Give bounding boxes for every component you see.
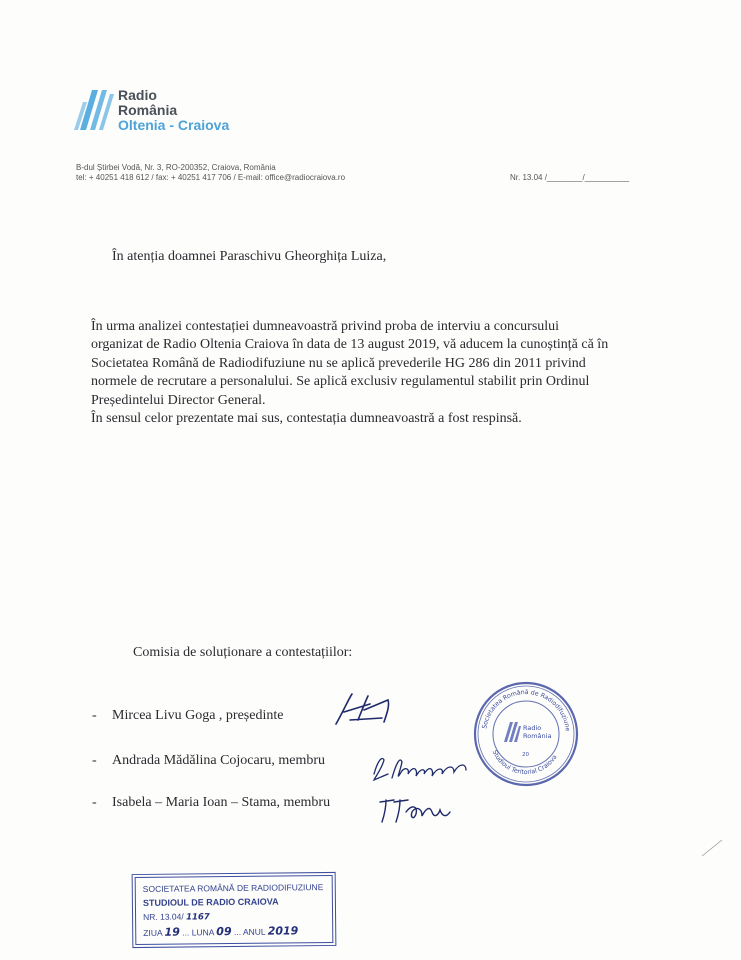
body-line: În urma analizei contestației dumneavoastră privind proba de interviu a concursului bbox=[91, 319, 560, 334]
pencil-mark-icon bbox=[700, 838, 724, 858]
radio-romania-logo bbox=[74, 86, 254, 138]
official-round-seal bbox=[472, 680, 580, 788]
seal-logo-line2: România bbox=[523, 732, 552, 740]
stamp-line1: SOCIETATEA ROMÂNĂ DE RADIODIFUZIUNE bbox=[142, 882, 324, 894]
stamp-nr-value: 1167 bbox=[186, 912, 210, 923]
seal-bottom-text: Studioul Teritorial Craiova bbox=[490, 749, 559, 777]
member-name: Mircea Livu Goga , președinte bbox=[112, 708, 284, 723]
stamp-luna-value: 09 bbox=[216, 925, 232, 939]
salutation: În atenția doamnei Paraschivu Gheorghița Luiza, bbox=[112, 249, 387, 264]
body-line: Președintelui Director General. bbox=[91, 392, 266, 408]
letter-body bbox=[91, 318, 631, 428]
logo-text-line2: România bbox=[118, 102, 178, 118]
member-item bbox=[92, 753, 325, 769]
registration-stamp bbox=[135, 875, 334, 945]
address-line: B-dul Știrbei Vodă, Nr. 3, RO-200352, Craiova, România bbox=[76, 163, 276, 172]
stamp-anul-value: 2019 bbox=[267, 924, 299, 938]
reference-number: Nr. 13.04 /________/__________ bbox=[510, 173, 630, 182]
seal-number: 20 bbox=[522, 752, 529, 758]
stamp-luna-label: LUNA bbox=[191, 927, 214, 938]
stamp-number-row bbox=[143, 911, 210, 923]
logo-text-line1: Radio bbox=[118, 87, 157, 103]
stamp-ziua-label: ZIUA bbox=[143, 927, 163, 938]
stamp-line2: STUDIOUL DE RADIO CRAIOVA bbox=[142, 896, 279, 908]
member-item bbox=[92, 795, 330, 811]
seal-top-text: Societatea Română de Radiodifuziune bbox=[481, 688, 571, 732]
contact-line: tel: + 40251 418 612 / fax: + 40251 417 706 / E-mail: office@radiocraiova.ro bbox=[76, 173, 346, 182]
stamp-date-row: ZIUA 19 ... LUNA 09 ... ANUL 2019 bbox=[143, 924, 299, 939]
stamp-anul-label: ANUL bbox=[242, 926, 266, 937]
commission-title: Comisia de soluționare a contestațiilor: bbox=[133, 645, 353, 660]
signature-member-2 bbox=[376, 792, 456, 826]
seal-logo-icon bbox=[504, 722, 521, 742]
member-item bbox=[92, 708, 283, 724]
logo-text-line3: Oltenia - Craiova bbox=[118, 117, 230, 133]
letterhead-address bbox=[76, 163, 345, 183]
body-line: normele de recrutare a personalului. Se aplică exclusiv regulamentul stabilit prin Ordinul bbox=[91, 374, 590, 390]
body-line: Societatea Română de Radiodifuziune nu se aplică prevederile HG 286 din 2011 privind bbox=[91, 355, 586, 371]
stamp-nr-label: NR. 13.04/ bbox=[143, 911, 184, 922]
list-dash: - bbox=[92, 753, 97, 768]
body-line: organizat de Radio Oltenia Craiova în data de 13 august 2019, vă aducem la cunoștință că în bbox=[91, 337, 609, 353]
signature-member-1 bbox=[370, 750, 480, 786]
stamp-ziua-value: 19 bbox=[164, 925, 180, 939]
list-dash: - bbox=[92, 795, 97, 810]
body-paragraph-2: În sensul celor prezentate mai sus, contestația dumneavoastră a fost respinsă. bbox=[91, 411, 522, 427]
radio-waves-logo-icon bbox=[74, 86, 116, 132]
list-dash: - bbox=[92, 708, 97, 723]
seal-logo-line1: Radio bbox=[523, 724, 542, 732]
signature-president bbox=[330, 690, 400, 730]
member-name: Andrada Mădălina Cojocaru, membru bbox=[112, 753, 326, 768]
member-name: Isabela – Maria Ioan – Stama, membru bbox=[112, 795, 331, 810]
